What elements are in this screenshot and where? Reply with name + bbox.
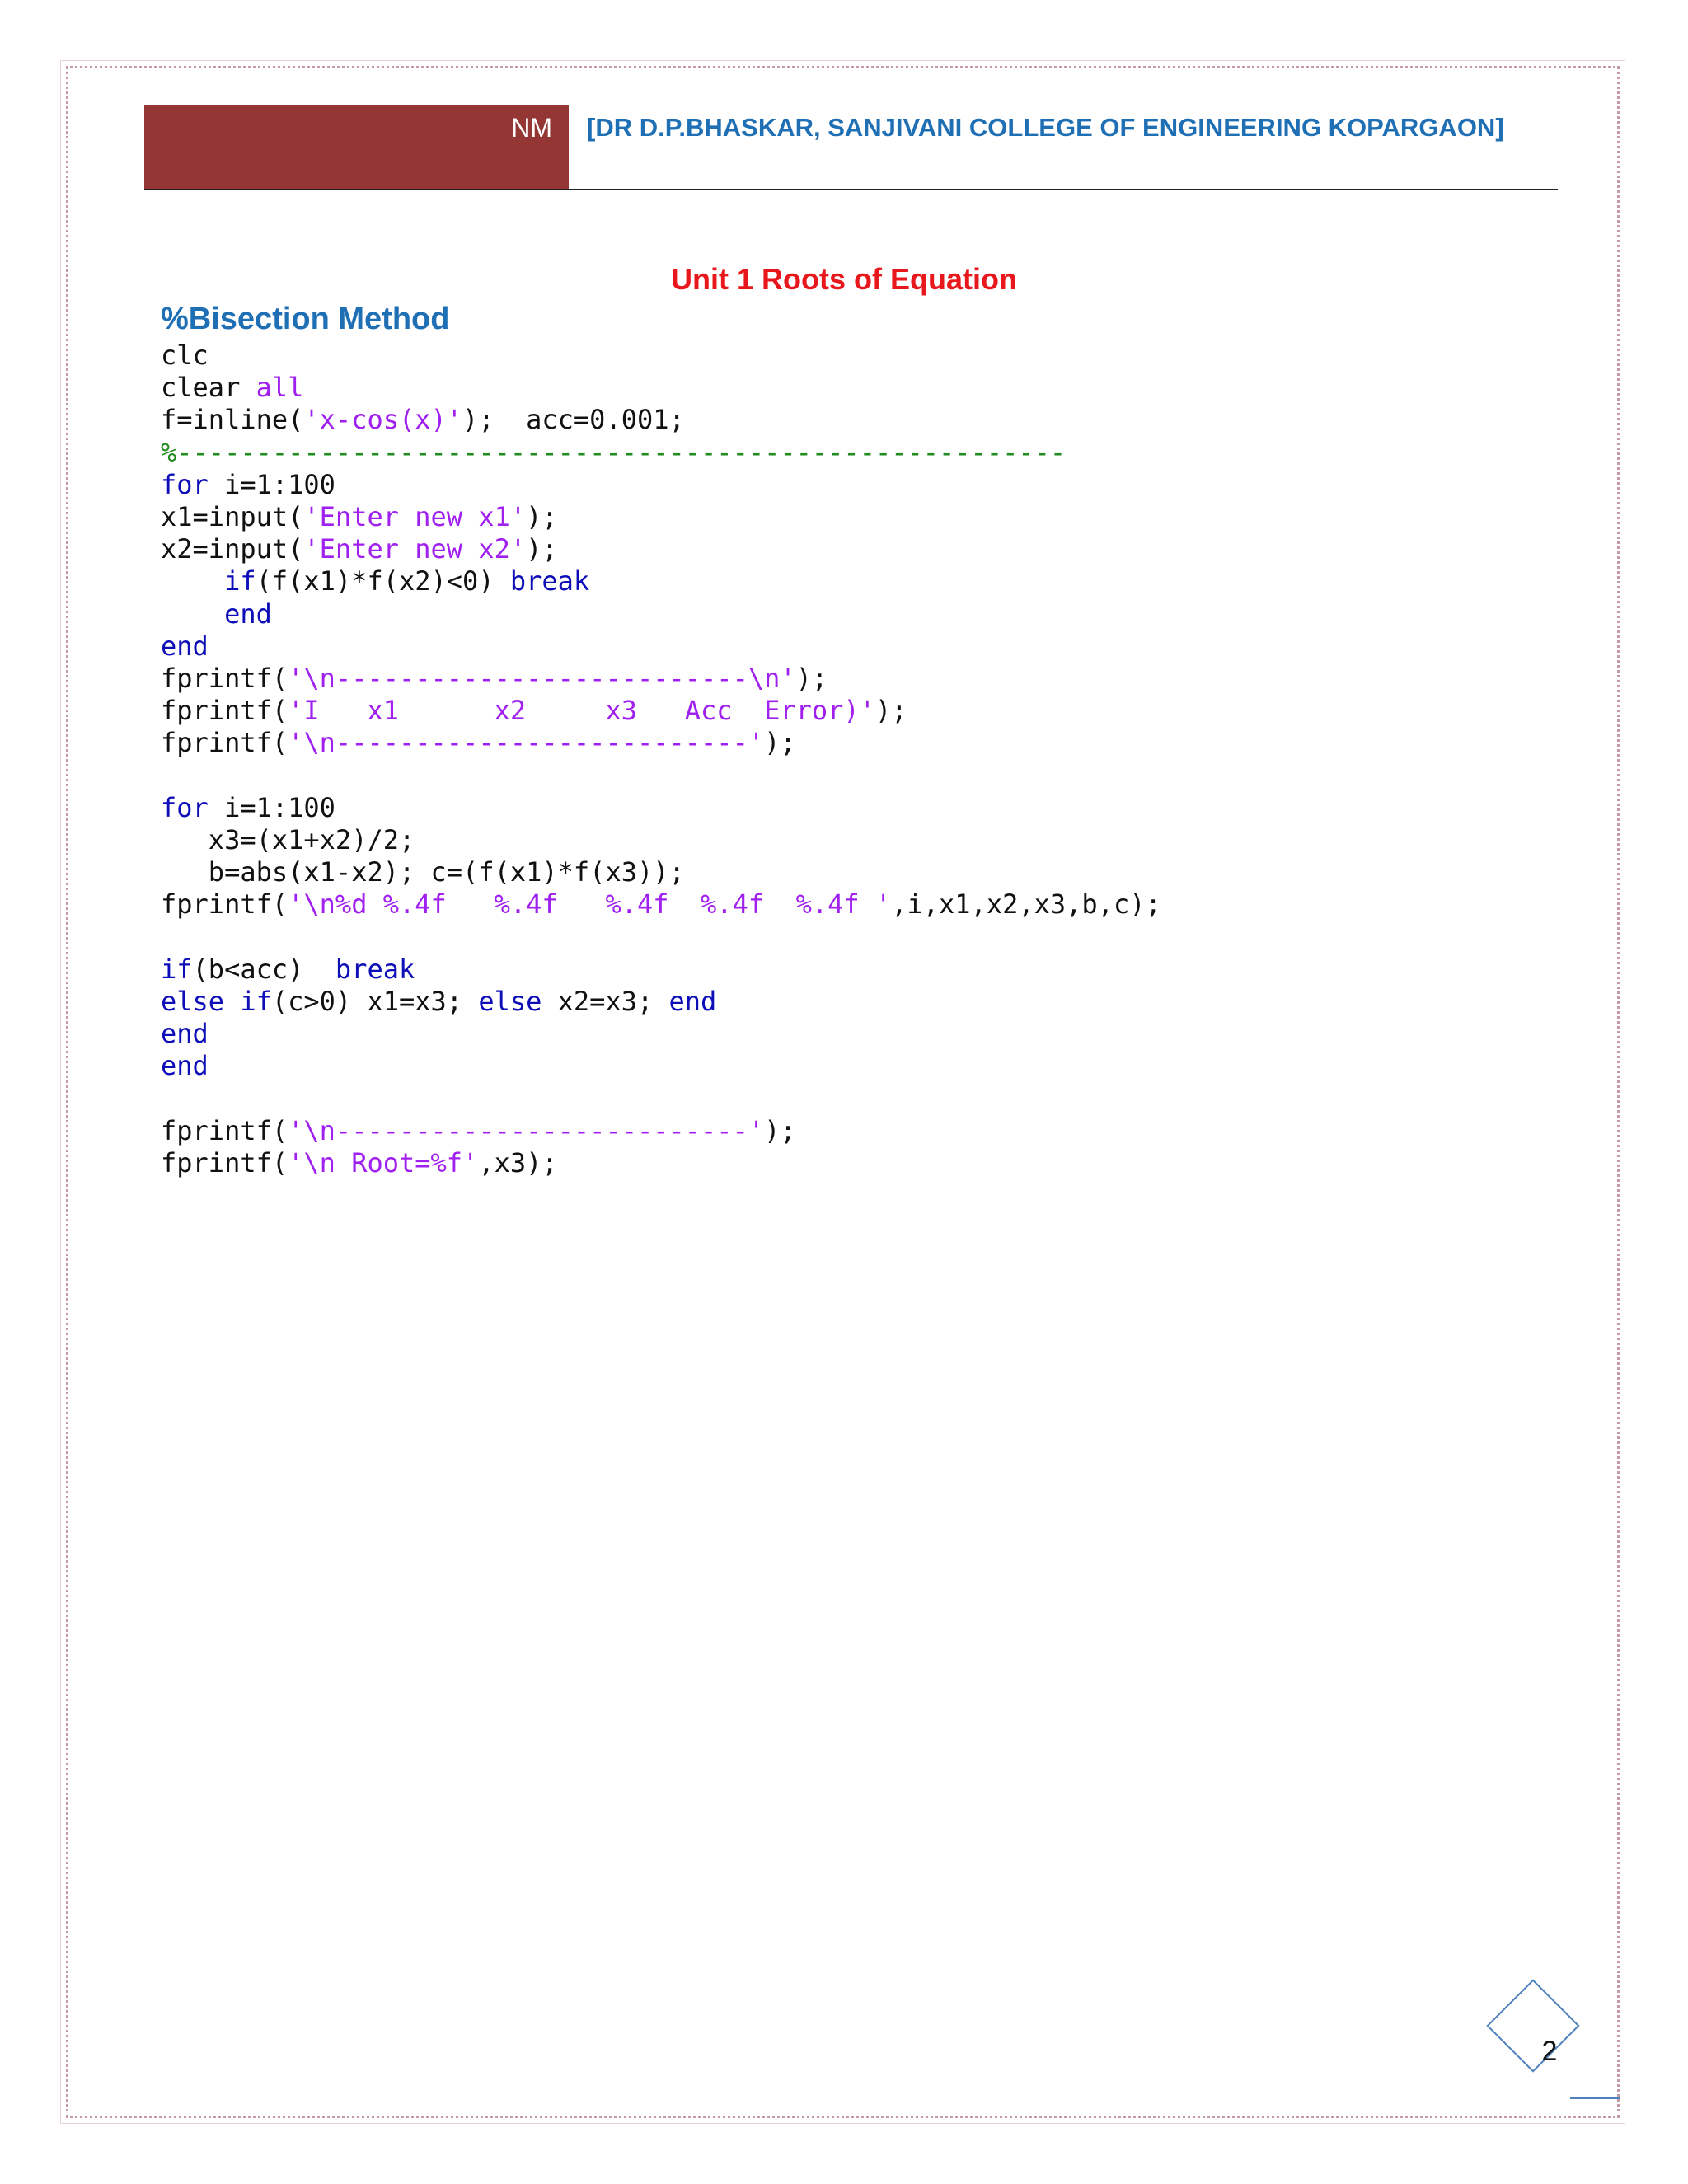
code-line: [161, 340, 1161, 372]
code-token: if: [240, 985, 272, 1017]
page-number: 2: [1541, 2036, 1558, 2067]
code-token: );: [764, 1114, 796, 1146]
code-token: fprintf(: [161, 1114, 288, 1146]
code-token: [161, 565, 224, 597]
code-token: fprintf(: [161, 1146, 288, 1179]
code-token: fprintf(: [161, 662, 288, 694]
code-token: if: [224, 565, 256, 598]
header-divider: [144, 189, 1558, 190]
code-token: fprintf(: [161, 727, 288, 759]
code-token: 'I x1 x2 x3 Acc Error)': [288, 695, 875, 727]
header-label: NM: [511, 113, 552, 143]
code-token: x3=(x1+x2)/2;: [161, 823, 415, 855]
code-line: [161, 856, 1161, 888]
corner-decoration: [1570, 2097, 1620, 2099]
code-token: else: [478, 985, 542, 1017]
header-bar: [144, 105, 569, 190]
code-token: [224, 986, 240, 1017]
method-heading: %Bisection Method: [161, 302, 450, 336]
code-token: (c>0) x1=x3;: [271, 985, 479, 1017]
code-token: );: [526, 533, 558, 565]
code-token: (b<acc): [192, 953, 335, 985]
code-line: [161, 1018, 1161, 1050]
code-token: '\n--------------------------\n': [288, 662, 796, 694]
code-line: [161, 695, 1161, 727]
code-line: [161, 727, 1161, 759]
code-line: [161, 986, 1161, 1018]
code-token: 'Enter new x1': [303, 500, 527, 532]
code-line: [161, 921, 1161, 953]
code-token: i=1:100: [208, 468, 335, 500]
code-line: [161, 663, 1161, 695]
code-token: '\n Root=%f': [288, 1146, 479, 1179]
code-token: 'x-cos(x)': [303, 404, 463, 436]
code-line: [161, 630, 1161, 663]
code-token: );: [874, 695, 907, 727]
code-token: '\n%d %.4f %.4f %.4f %.4f %.4f ': [288, 888, 892, 921]
code-line: [161, 824, 1161, 856]
header-title: [DR D.P.BHASKAR, SANJIVANI COLLEGE OF ENGINEERING KOPARGAON]: [587, 113, 1504, 142]
code-token: );: [795, 662, 828, 694]
code-token: clc: [161, 340, 209, 371]
code-token: 'Enter new x2': [303, 533, 527, 565]
code-token: );: [764, 727, 796, 759]
code-line: [161, 565, 1161, 598]
code-line: [161, 759, 1161, 791]
code-line: [161, 372, 1161, 404]
code-token: );: [526, 500, 558, 532]
code-token: end: [161, 630, 209, 662]
unit-title: Unit 1 Roots of Equation: [671, 262, 1017, 296]
code-line: [161, 598, 1161, 630]
code-token: fprintf(: [161, 888, 288, 921]
code-token: end: [161, 1050, 209, 1082]
code-line: [161, 404, 1161, 436]
code-token: x1=input(: [161, 500, 304, 532]
code-token: %--------------------------------------------------------: [161, 436, 1067, 468]
code-token: f=inline(: [161, 404, 304, 436]
code-token: ,x3);: [478, 1146, 558, 1179]
code-token: else: [161, 985, 225, 1017]
code-token: end: [668, 985, 717, 1017]
code-token: b=abs(x1-x2); c=(f(x1)*f(x3));: [161, 856, 685, 888]
code-token: for: [161, 468, 209, 500]
code-block: [161, 340, 1161, 1179]
code-token: i=1:100: [208, 791, 335, 823]
code-line: [161, 1082, 1161, 1114]
code-token: all: [256, 372, 304, 404]
code-line: [161, 792, 1161, 824]
code-token: '\n--------------------------': [288, 1114, 765, 1146]
code-token: clear: [161, 372, 256, 404]
code-token: break: [509, 565, 590, 598]
code-token: [161, 598, 224, 630]
code-line: [161, 437, 1161, 469]
code-line: [161, 501, 1161, 533]
code-token: x2=input(: [161, 533, 304, 565]
code-token: end: [161, 1017, 209, 1049]
code-token: if: [161, 953, 193, 985]
code-token: ); acc=0.001;: [462, 404, 685, 436]
code-line: [161, 954, 1161, 986]
code-line: [161, 1147, 1161, 1179]
code-line: [161, 1115, 1161, 1147]
code-line: [161, 888, 1161, 921]
code-token: end: [224, 598, 272, 630]
code-line: [161, 469, 1161, 501]
code-token: ,i,x1,x2,x3,b,c);: [891, 888, 1161, 921]
code-token: break: [335, 953, 415, 985]
code-token: fprintf(: [161, 695, 288, 727]
code-token: '\n--------------------------': [288, 727, 765, 759]
code-line: [161, 533, 1161, 565]
code-line: [161, 1050, 1161, 1082]
code-token: x2=x3;: [542, 985, 669, 1017]
code-token: for: [161, 791, 209, 823]
code-token: (f(x1)*f(x2)<0): [256, 565, 510, 598]
